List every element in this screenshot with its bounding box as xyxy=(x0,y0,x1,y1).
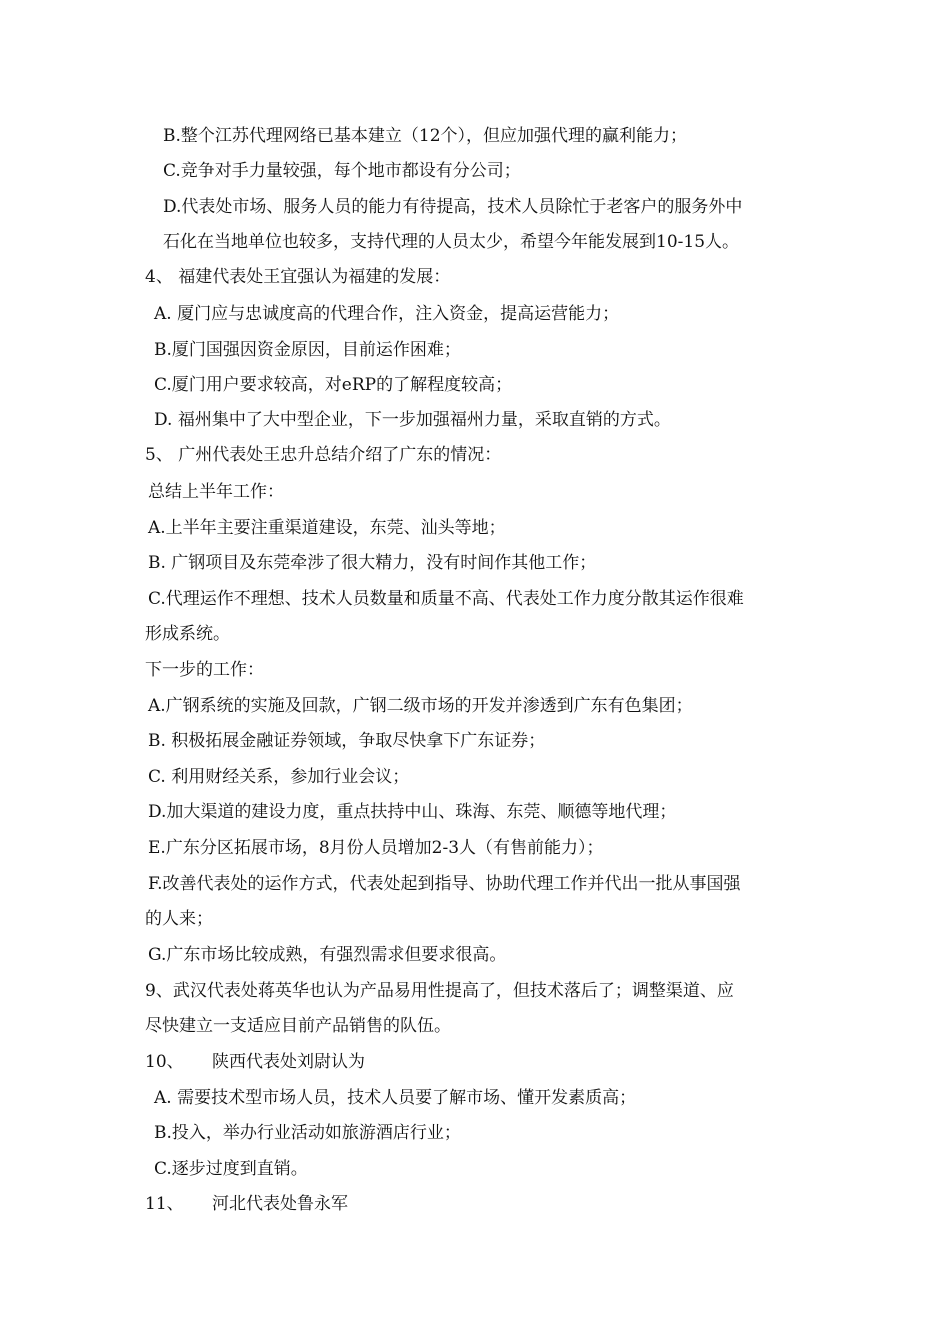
item-c-first-half: C.代理运作不理想、技术人员数量和质量不高、代表处工作力度分散其运作很难 xyxy=(148,589,744,609)
section-9-wuhan: 9、武汉代表处蒋英华也认为产品易用性提高了，但技术落后了；调整渠道、应 xyxy=(145,981,734,1001)
item-c-shaanxi: C.逐步过度到直销。 xyxy=(154,1159,308,1179)
item-d-next: D.加大渠道的建设力度，重点扶持中山、珠海、东莞、顺德等地代理； xyxy=(148,802,677,822)
item-b-shaanxi: B.投入，举办行业活动如旅游酒店行业； xyxy=(154,1123,461,1143)
item-b-jiangsu: B.整个江苏代理网络已基本建立（12个），但应加强代理的赢利能力； xyxy=(163,126,688,146)
item-e-next: E.广东分区拓展市场，8月份人员增加2-3人（有售前能力）； xyxy=(148,838,604,858)
item-c-jiangsu: C.竞争对手力量较强，每个地市都设有分公司； xyxy=(163,161,521,181)
item-d-jiangsu: D.代表处市场、服务人员的能力有待提高，技术人员除忙于老客户的服务外中 xyxy=(163,197,743,217)
section-11-number: 11、 xyxy=(145,1194,184,1214)
item-f-next-cont: 的人来； xyxy=(145,909,213,929)
section-9-wuhan-cont: 尽快建立一支适应目前产品销售的队伍。 xyxy=(145,1016,451,1036)
item-f-next: F.改善代表处的运作方式，代表处起到指导、协助代理工作并代出一批从事国强 xyxy=(148,874,741,894)
section-5-guangzhou: 5、 广州代表处王忠升总结介绍了广东的情况： xyxy=(145,445,502,465)
item-a-fujian: A. 厦门应与忠诚度高的代理合作，注入资金，提高运营能力； xyxy=(154,304,620,324)
item-g-next: G.广东市场比较成熟，有强烈需求但要求很高。 xyxy=(148,945,507,965)
item-c-fujian: C.厦门用户要求较高，对eRP的了解程度较高； xyxy=(154,375,513,395)
item-b-next: B. 积极拓展金融证券领域，争取尽快拿下广东证券； xyxy=(148,731,546,751)
section-4-fujian: 4、 福建代表处王宜强认为福建的发展： xyxy=(145,267,451,287)
item-a-next: A.广钢系统的实施及回款，广钢二级市场的开发并渗透到广东有色集团； xyxy=(148,696,693,716)
section-10-shaanxi: 陕西代表处刘尉认为 xyxy=(212,1052,365,1072)
subheading-first-half: 总结上半年工作： xyxy=(148,482,284,502)
item-c-next: C. 利用财经关系，参加行业会议； xyxy=(148,767,410,787)
item-c-first-half-cont: 形成系统。 xyxy=(145,624,230,644)
item-d-fujian: D. 福州集中了大中型企业，下一步加强福州力量，采取直销的方式。 xyxy=(154,410,671,430)
subheading-next-steps: 下一步的工作： xyxy=(145,660,264,680)
section-10-number: 10、 xyxy=(145,1052,184,1072)
item-a-shaanxi: A. 需要技术型市场人员，技术人员要了解市场、懂开发素质高； xyxy=(154,1088,637,1108)
item-a-first-half: A.上半年主要注重渠道建设，东莞、汕头等地； xyxy=(148,518,506,538)
item-b-first-half: B. 广钢项目及东莞牵涉了很大精力，没有时间作其他工作； xyxy=(148,553,597,573)
item-b-fujian: B.厦门国强因资金原因，目前运作困难； xyxy=(154,340,461,360)
item-d-jiangsu-cont: 石化在当地单位也较多，支持代理的人员太少，希望今年能发展到10-15人。 xyxy=(163,232,740,252)
section-11-hebei: 河北代表处鲁永军 xyxy=(212,1194,348,1214)
